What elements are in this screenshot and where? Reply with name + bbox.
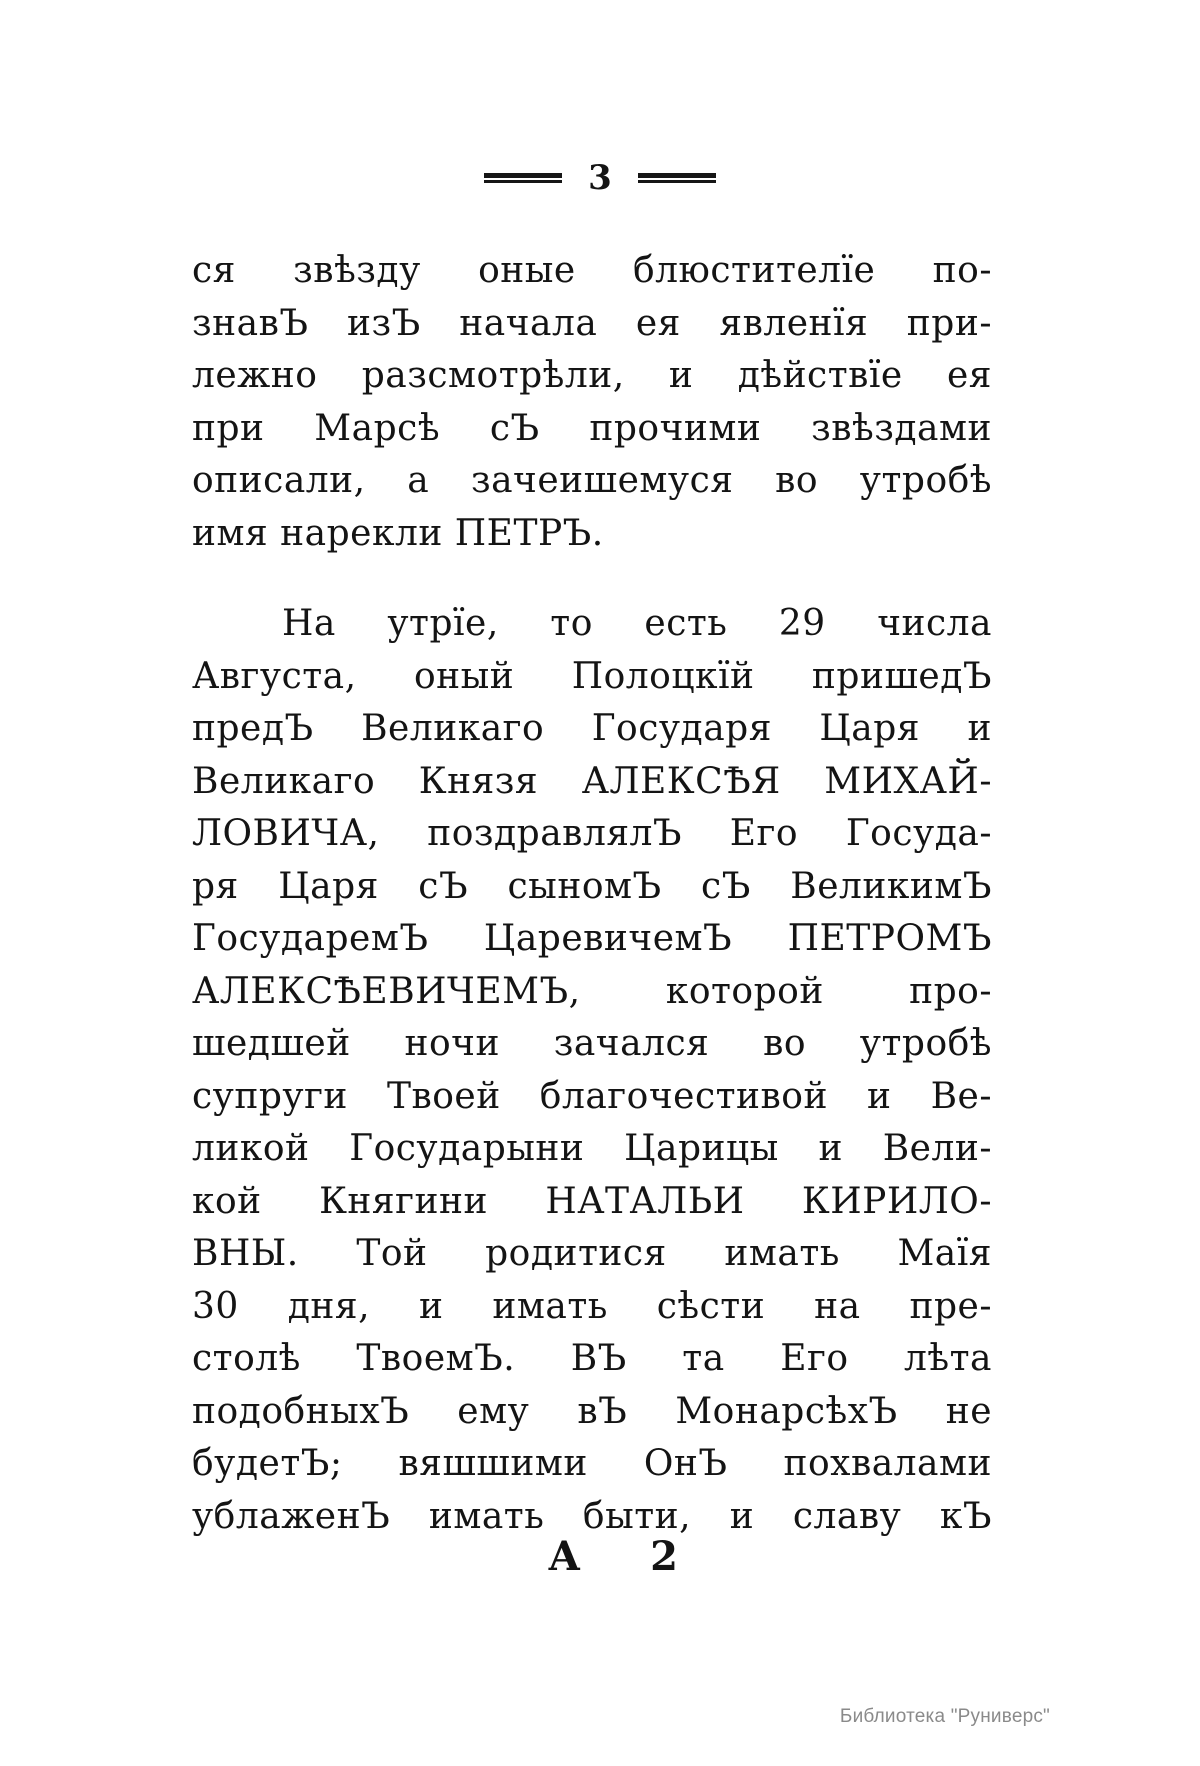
signature-letter: А — [548, 1532, 581, 1580]
text-line: будетЪ; вяшшими ОнЪ похвалами — [192, 1443, 992, 1484]
text-line: ся звѣзду оные блюстителїе по- — [192, 250, 992, 291]
text-line: имя нарекли ПЕТРЪ. — [192, 512, 604, 554]
text-line: лежно разсмотрѣли, и дѣйствїе ея — [192, 355, 992, 396]
text-line: ГосударемЪ ЦаревичемЪ ПЕТРОМЪ — [192, 918, 992, 959]
page-header — [0, 158, 1200, 198]
paragraph-2 — [192, 598, 992, 1543]
text-line: Августа, оный Полоцкїй пришедЪ — [192, 655, 992, 697]
text-line: АЛЕКСѢЕВИЧЕМЪ, которой про- — [192, 970, 992, 1012]
text-line: ря Царя сЪ сыномЪ сЪ ВеликимЪ — [192, 865, 992, 907]
text-line: предЪ Великаго Государя Царя и — [192, 708, 992, 749]
paragraph-1 — [192, 245, 992, 560]
text-line: знавЪ изЪ начала ея явленїя при- — [192, 302, 992, 344]
text-line: Великаго Князя АЛЕКСѢЯ МИХАЙ- — [192, 760, 992, 802]
page-number: 3 — [588, 158, 612, 198]
text-line: описали, а зачеишемуся во утробѣ — [192, 460, 992, 501]
text-line: 30 дня, и имать сѣсти на пре- — [192, 1285, 992, 1327]
text-line: ЛОВИЧА, поздравлялЪ Его Госуда- — [192, 813, 992, 854]
text-line: кой Княгини НАТАЛЬИ КИРИЛО- — [192, 1180, 992, 1222]
text-line: при Марсѣ сЪ прочими звѣздами — [192, 407, 992, 449]
text-line: ублаженЪ имать быти, и славу кЪ — [192, 1495, 992, 1537]
text-line: супруги Твоей благочестивой и Ве- — [192, 1075, 992, 1117]
text-line: шедшей ночи зачался во утробѣ — [192, 1023, 992, 1064]
text-line: ликой Государыни Царицы и Вели- — [192, 1128, 992, 1169]
text-line: подобныхЪ ему вЪ МонарсѣхЪ не — [192, 1390, 992, 1432]
left-double-rule — [484, 171, 562, 185]
signature-mark — [548, 1529, 678, 1583]
signature-number: 2 — [650, 1532, 678, 1580]
right-double-rule — [638, 171, 716, 185]
library-watermark: Библиотека "Руниверс" — [839, 1706, 1050, 1727]
text-line: На утрїе, то есть 29 числа — [282, 603, 992, 644]
text-line: ВНЫ. Той родитися имать Маїя — [192, 1233, 992, 1274]
text-line: столѣ ТвоемЪ. ВЪ та Его лѣта — [192, 1338, 992, 1379]
